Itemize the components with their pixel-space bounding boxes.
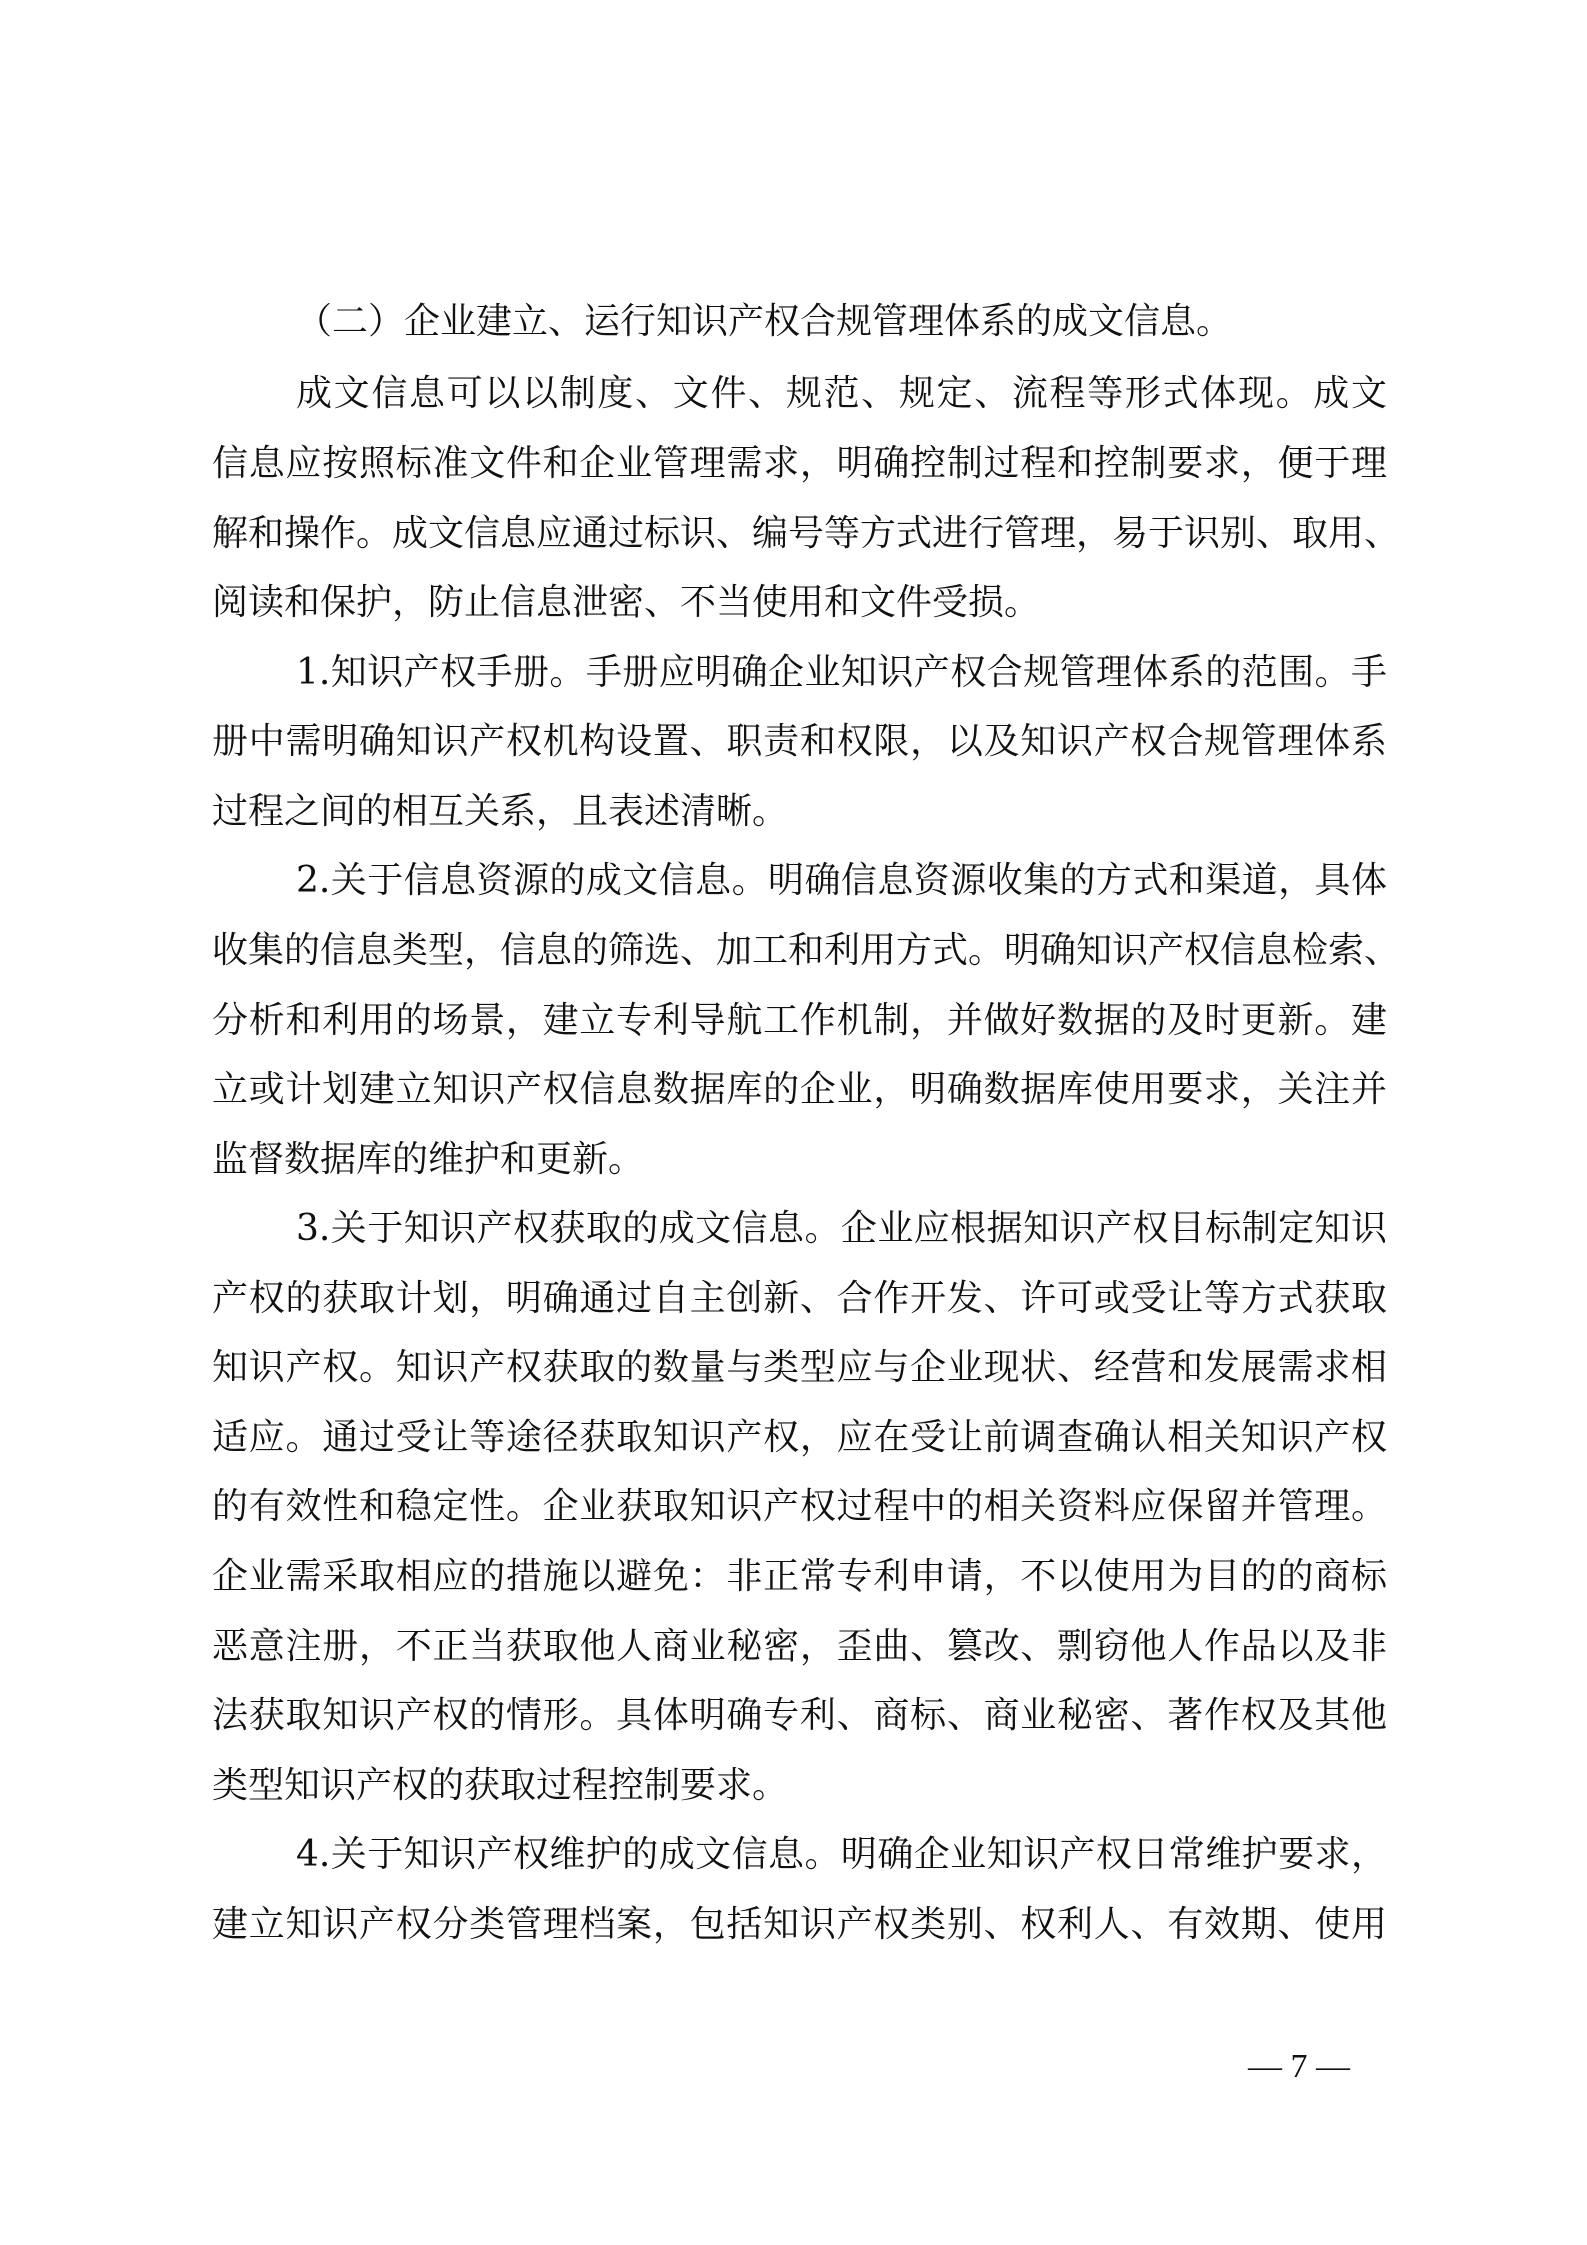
paragraph-2-line-3: 过程之间的相互关系，且表述清晰。 — [212, 791, 789, 832]
paragraph-4-line-6: 企业需采取相应的措施以避免：非正常专利申请，不以使用为目的的商标 — [212, 1556, 1387, 1597]
paragraph-4-line-1: 3.关于知识产权获取的成文信息。企业应根据知识产权目标制定知识 — [296, 1208, 1387, 1249]
paragraph-4-line-8: 法获取知识产权的情形。具体明确专利、商标、商业秘密、著作权及其他 — [212, 1695, 1387, 1736]
paragraph-4-line-7: 恶意注册，不正当获取他人商业秘密，歪曲、篡改、剽窃他人作品以及非 — [212, 1626, 1387, 1667]
paragraph-4-line-3: 知识产权。知识产权获取的数量与类型应与企业现状、经营和发展需求相 — [212, 1347, 1387, 1388]
paragraph-4-line-2: 产权的获取计划，明确通过自主创新、合作开发、许可或受让等方式获取 — [212, 1278, 1387, 1319]
paragraph-5-line-1: 4.关于知识产权维护的成文信息。明确企业知识产权日常维护要求， — [296, 1834, 1387, 1875]
section-heading: （二）企业建立、运行知识产权合规管理体系的成文信息。 — [296, 301, 1233, 342]
paragraph-4-line-4: 适应。通过受让等途径获取知识产权，应在受让前调查确认相关知识产权 — [212, 1417, 1387, 1458]
paragraph-1-line-1: 成文信息可以以制度、文件、规范、规定、流程等形式体现。成文 — [296, 373, 1387, 414]
paragraph-2-line-1: 1.知识产权手册。手册应明确企业知识产权合规管理体系的范围。手 — [296, 652, 1387, 693]
paragraph-2-line-2: 册中需明确知识产权机构设置、职责和权限，以及知识产权合规管理体系 — [212, 721, 1387, 762]
paragraph-3-line-2: 收集的信息类型，信息的筛选、加工和利用方式。明确知识产权信息检索、 — [212, 930, 1401, 971]
page-number: — 7 — — [1248, 2048, 1350, 2085]
paragraph-1-line-4: 阅读和保护，防止信息泄密、不当使用和文件受损。 — [212, 582, 1041, 623]
paragraph-3-line-3: 分析和利用的场景，建立专利导航工作机制，并做好数据的及时更新。建 — [212, 1000, 1387, 1041]
paragraph-5-line-2: 建立知识产权分类管理档案，包括知识产权类别、权利人、有效期、使用 — [212, 1904, 1387, 1945]
paragraph-4-line-5: 的有效性和稳定性。企业获取知识产权过程中的相关资料应保留并管理。 — [212, 1486, 1387, 1527]
paragraph-3-line-1: 2.关于信息资源的成文信息。明确信息资源收集的方式和渠道，具体 — [296, 860, 1387, 901]
paragraph-1-line-3: 解和操作。成文信息应通过标识、编号等方式进行管理，易于识别、取用、 — [212, 513, 1401, 554]
paragraph-1-line-2: 信息应按照标准文件和企业管理需求，明确控制过程和控制要求，便于理 — [212, 443, 1387, 484]
paragraph-3-line-5: 监督数据库的维护和更新。 — [212, 1139, 645, 1180]
paragraph-3-line-4: 立或计划建立知识产权信息数据库的企业，明确数据库使用要求，关注并 — [212, 1069, 1387, 1110]
paragraph-4-line-9: 类型知识产权的获取过程控制要求。 — [212, 1765, 789, 1806]
